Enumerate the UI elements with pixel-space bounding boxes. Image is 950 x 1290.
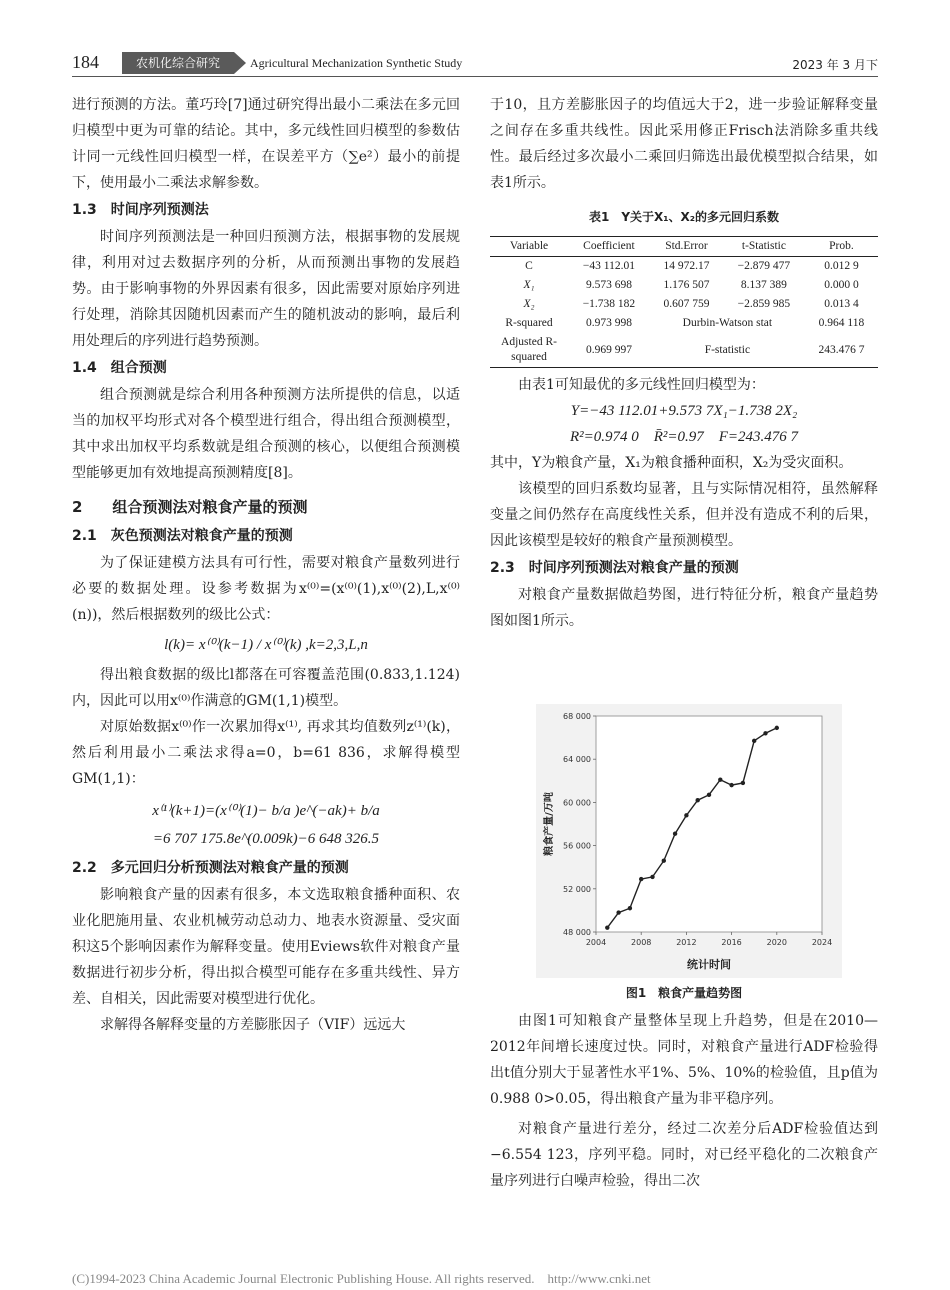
section-2-2-heading: 2.2 多元回归分析预测法对粮食产量的预测	[72, 860, 349, 876]
equation-level-ratio: l(k)= x⁽⁰⁾(k−1) / x⁽⁰⁾(k) ,k=2,3,L,n	[164, 637, 368, 653]
section-1-3-heading: 1.3 时间序列预测法	[72, 202, 209, 218]
table-cell: −2.859 985	[737, 298, 791, 310]
x-tick-label: 2016	[721, 938, 742, 947]
left-paragraph-2: 时间序列预测法是一种回归预测方法，根据事物的发展规律，利用对过去数据序列的分析，从而预测出事物的发展趋势。由于影响事物的外界因素有很多，因此需要对原始序列进行处理，消除其因随机因素而产生的随机波动的影响，最后利用处理后的序列进行趋势预测。	[72, 229, 460, 349]
data-point	[639, 877, 643, 881]
x-tick-label: 2020	[766, 938, 787, 947]
right-paragraph-4: 该模型的回归系数均显著，且与实际情况相符，虽然解释变量之间仍然存在高度线性关系，但并没有造成不利的后果，因此该模型是较好的粮食产量预测模型。	[490, 481, 878, 549]
table-header-cell: Variable	[509, 240, 549, 252]
equation-regression: Y=−43 112.01+9.573 7X₁−1.738 2X₂	[570, 403, 798, 419]
table-cell: 0.969 997	[585, 343, 632, 356]
table-row	[490, 314, 878, 333]
right-column	[490, 92, 878, 634]
plot-area	[596, 716, 822, 932]
data-point	[616, 910, 620, 914]
right-paragraph-1: 于10，且方差膨胀因子的均值远大于2，进一步验证解释变量之间存在多重共线性。因此采用修正Frisch法消除多重共线性。最后经过多次最小二乘回归筛选出最优模型拟合结果，如表1所示。	[490, 97, 878, 191]
left-paragraph-8: 求解得各解释变量的方差膨胀因子（VIF）远远大	[100, 1017, 406, 1033]
y-tick-label: 48 000	[563, 928, 591, 937]
figure-caption: 图1 粮食产量趋势图	[625, 986, 743, 1000]
data-point	[673, 832, 677, 836]
right-paragraph-2: 由表1可知最优的多元线性回归模型为：	[518, 377, 765, 393]
table-cell: 243.476 7	[818, 343, 865, 356]
x-tick-label: 2008	[631, 938, 652, 947]
table-cell: C	[525, 260, 533, 272]
table-cell: −1.738 182	[582, 298, 636, 310]
left-paragraph-6: 对原始数据x⁽⁰⁾作一次累加得x⁽¹⁾, 再求其均值数列z⁽¹⁾(k)，然后利用最小二乘法求得a=0，b=61 836，求解得模型GM(1,1)：	[72, 719, 460, 787]
x-tick-label: 2012	[676, 938, 697, 947]
y-tick-label: 64 000	[563, 755, 591, 765]
table-cell: 1.176 507	[663, 279, 710, 291]
y-tick-label: 68 000	[563, 712, 591, 721]
grain-yield-chart	[536, 704, 842, 978]
equation-rsquared: R²=0.974 0 R̄²=0.97 F=243.476 7	[569, 429, 799, 445]
data-point	[628, 906, 632, 910]
issue-date: 2023 年 3 月下	[792, 58, 878, 72]
table-cell: X₂	[523, 298, 535, 310]
y-tick-label: 56 000	[563, 841, 591, 851]
data-point	[775, 726, 779, 730]
right-column-lower	[490, 1008, 878, 1194]
y-tick-label: 60 000	[563, 798, 591, 808]
header-rule	[72, 76, 878, 77]
section-1-4-heading: 1.4 组合预测	[72, 360, 167, 376]
table-cell: 0.607 759	[663, 298, 710, 310]
x-axis-label: 统计时间	[687, 958, 731, 971]
data-point	[707, 793, 711, 797]
table-cell: 0.012 9	[824, 260, 859, 272]
section-2-1-heading: 2.1 灰色预测法对粮食产量的预测	[72, 528, 293, 544]
table-row	[490, 257, 878, 277]
data-point	[729, 783, 733, 787]
table-cell: 0.964 118	[818, 317, 865, 329]
data-point	[752, 739, 756, 743]
table-header-row	[490, 237, 878, 257]
data-point	[605, 925, 609, 929]
table-row	[490, 276, 878, 295]
left-paragraph-5: 得出粮食数据的级比l都落在可容覆盖范围(0.833,1.124)内，因此可以用x⁽⁰⁾作满意的GM(1,1)模型。	[72, 667, 460, 709]
right-paragraph-3: 其中，Y为粮食产量，X₁为粮食播种面积，X₂为受灾面积。	[490, 455, 853, 471]
table-row	[490, 333, 878, 368]
chart-svg	[536, 704, 842, 978]
left-column	[72, 92, 460, 1038]
table-cell: 9.573 698	[585, 279, 632, 291]
data-point	[684, 813, 688, 817]
table-cell: R-squared	[505, 317, 553, 329]
y-tick-label: 52 000	[563, 884, 591, 894]
page-number: 184	[72, 52, 99, 72]
table-header-cell: t-Statistic	[741, 240, 786, 252]
data-point	[650, 875, 654, 879]
table-header-cell: Coefficient	[583, 240, 635, 252]
table-cell: 0.013 4	[824, 298, 859, 310]
copyright-footer: (C)1994-2023 China Academic Journal Electronic Publishing House. All rights reserved. http://www.cnki.net	[72, 1271, 651, 1286]
table-cell: −43 112.01	[582, 260, 635, 272]
data-point	[696, 798, 700, 802]
table-cell: −2.879 477	[737, 260, 791, 272]
right-paragraph-6: 由图1可知粮食产量整体呈现上升趋势，但是在2010—2012年间增长速度过快。同时，对粮食产量进行ADF检验得出t值分别大于显著性水平1%、5%、10%的检验值，且p值为0.988 0>0.05，得出粮食产量为非平稳序列。	[490, 1013, 878, 1107]
table-header-cell: Std.Error	[665, 240, 708, 252]
data-point	[718, 778, 722, 782]
table-caption: 表1 Y关于X₁、X₂的多元回归系数	[588, 210, 780, 224]
table-cell: F-statistic	[704, 343, 751, 356]
table-cell: 8.137 389	[740, 279, 787, 291]
left-paragraph-3: 组合预测就是综合利用各种预测方法所提供的信息，以适当的加权平均形式对各个模型进行组合，得出组合预测模型，其中求出加权平均系数就是组合预测的核心，以便组合预测模型能够更加有效地提高预测精度[8]。	[72, 387, 460, 481]
data-point	[662, 859, 666, 863]
table-cell: Durbin-Watson stat	[682, 317, 773, 329]
left-paragraph-4: 为了保证建模方法具有可行性，需要对粮食产量数列进行必要的数据处理。设参考数据为x⁽⁰⁾=(x⁽⁰⁾(1),x⁽⁰⁾(2),L,x⁽⁰⁾(n))，然后根据数列的级比公式：	[72, 555, 460, 623]
table-cell: 0.000 0	[824, 279, 859, 291]
regression-table	[490, 236, 878, 368]
equation-gm-model: x⁽¹⁾(k+1)=(x⁽⁰⁾(1)− b/a )e^(−ak)+ b/a	[152, 803, 380, 819]
x-tick-label: 2004	[585, 938, 607, 947]
table-header-cell: Prob.	[829, 240, 854, 252]
table-cell: 0.973 998	[585, 317, 632, 329]
right-paragraph-7: 对粮食产量进行差分，经过二次差分后ADF检验值达到−6.554 123，序列平稳。同时，对已经平稳化的二次粮食产量序列进行白噪声检验，得出二次	[490, 1121, 878, 1189]
table-cell: X₁	[523, 279, 535, 291]
x-tick-label: 2024	[811, 938, 833, 947]
left-paragraph-7: 影响粮食产量的因素有很多，本文选取粮食播种面积、农业化肥施用量、农业机械劳动总动力、地表水资源量、受灾面积这5个影响因素作为解释变量。使用Eviews软件对粮食产量数据进行初步分析，得出拟合模型可能存在多重共线性、异方差、自相关，因此需要对模型进行优化。	[72, 887, 460, 1007]
section-2-heading: 2 组合预测法对粮食产量的预测	[72, 498, 308, 516]
section-2-3-heading: 2.3 时间序列预测法对粮食产量的预测	[490, 560, 739, 576]
left-paragraph-1: 进行预测的方法。董巧玲[7]通过研究得出最小二乘法在多元回归模型中更为可靠的结论。其中，多元线性回归模型的参数估计同一元线性回归模型一样，在误差平方（∑e²）最小的前提下，使用最小二乘法求解参数。	[72, 97, 460, 191]
right-paragraph-5: 对粮食产量数据做趋势图，进行特征分析，粮食产量趋势图如图1所示。	[490, 587, 878, 629]
table-row	[490, 295, 878, 314]
data-point	[763, 731, 767, 735]
table-cell: 14 972.17	[663, 260, 710, 272]
data-point	[741, 781, 745, 785]
table-cell: Adjusted R-squared	[501, 336, 557, 363]
y-axis-label: 粮食产量/万吨	[544, 792, 555, 856]
journal-title-en: Agricultural Mechanization Synthetic Study	[250, 56, 463, 70]
equation-gm-result: =6 707 175.8e^(0.009k)−6 648 326.5	[152, 831, 380, 847]
journal-title-cn: 农机化综合研究	[122, 52, 234, 74]
